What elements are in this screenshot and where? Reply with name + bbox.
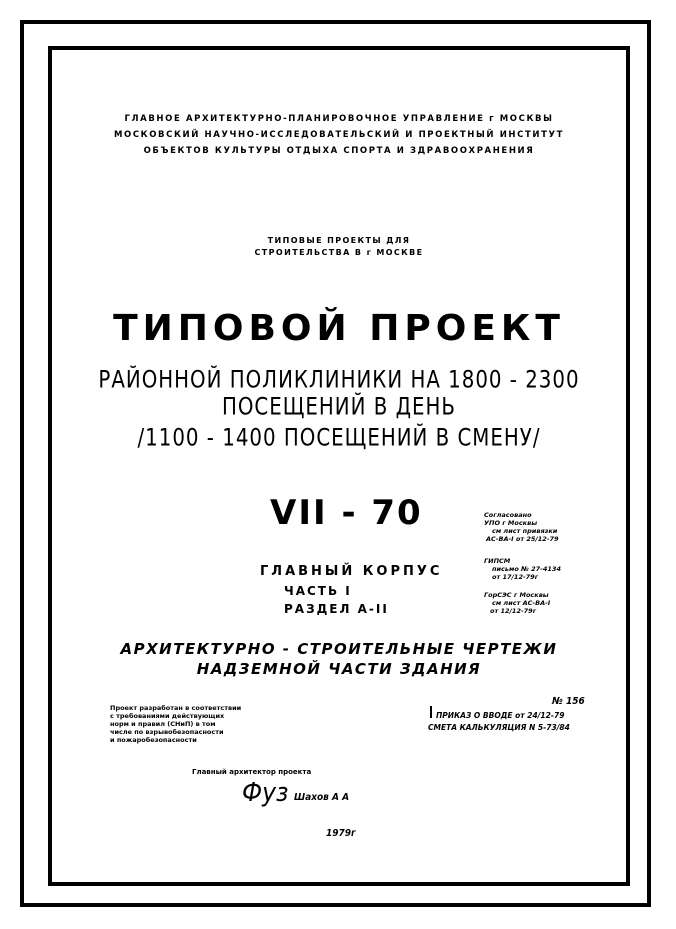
title-desc-2: ПОСЕЩЕНИЙ В ДЕНЬ [221,393,457,422]
approval-3: см лист привязки [492,527,558,535]
approval-7: от 17/12-79г [492,573,539,581]
subject-line-2: НАДЗЕМНОЙ ЧАСТИ ЗДАНИЯ [196,660,482,678]
compliance-line-1: Проект разработан в соответствии [110,704,242,712]
compliance-line-5: и пожаробезопасности [110,736,197,744]
series-line-2: СТРОИТЕЛЬСТВА В г МОСКВЕ [254,248,424,257]
approval-1: Согласовано [484,511,532,519]
inner-border [48,46,630,886]
header-line-3: ОБЪЕКТОВ КУЛЬТУРЫ ОТДЫХА СПОРТА И ЗДРАВООХРАНЕНИЯ [143,146,535,156]
subject-line-1: АРХИТЕКТУРНО - СТРОИТЕЛЬНЫЕ ЧЕРТЕЖИ [120,640,558,658]
series-line-1: ТИПОВЫЕ ПРОЕКТЫ ДЛЯ [267,236,411,245]
approval-9: см лист АС-ВА-I [492,599,551,607]
part-label: ЧАСТЬ I [284,584,352,598]
approval-10: от 12/12-79г [490,607,537,615]
project-code: VII - 70 [270,493,423,533]
architect-label: Главный архитектор проекта [192,768,312,776]
compliance-line-2: с требованиями действующих [110,712,225,720]
section-label: РАЗДЕЛ А-II [284,602,389,616]
order-number: № 156 [552,696,585,707]
header-line-2: МОСКОВСКИЙ НАУЧНО-ИССЛЕДОВАТЕЛЬСКИЙ И ПРОЕКТНЫЙ ИНСТИТУТ [113,130,565,140]
document-title: ТИПОВОЙ ПРОЕКТ [113,308,565,349]
order-line-1: ПРИКАЗ О ВВОДЕ от 24/12-79 [436,711,565,720]
compliance-line-4: числе по взрывобезопасности [110,728,224,736]
architect-name: Шахов А А [294,792,350,803]
title-desc-1: РАЙОННОЙ ПОЛИКЛИНИКИ НА 1800 - 2300 [98,366,580,395]
building-name: ГЛАВНЫЙ КОРПУС [260,564,443,579]
order-line-2: СМЕТА КАЛЬКУЛЯЦИЯ N 5-73/84 [428,723,570,732]
header-line-1: ГЛАВНОЕ АРХИТЕКТУРНО-ПЛАНИРОВОЧНОЕ УПРАВЛЕНИЕ г МОСКВЫ [124,114,554,124]
approval-4: АС-ВА-I от 25/12-79 [486,535,559,543]
title-desc-3: /1100 - 1400 ПОСЕЩЕНИЙ В СМЕНУ/ [137,424,541,453]
compliance-line-3: норм и правил (СНиП) в том [110,720,216,728]
year: 1979г [326,828,356,839]
approval-8: ГорСЭС г Москвы [484,591,549,599]
approval-6: письмо № 27-4134 [492,565,561,573]
order-mark [430,706,432,718]
approval-5: ГИПСМ [484,557,511,565]
approval-2: УПО г Москвы [484,519,538,527]
architect-signature: Фуз [242,778,289,808]
